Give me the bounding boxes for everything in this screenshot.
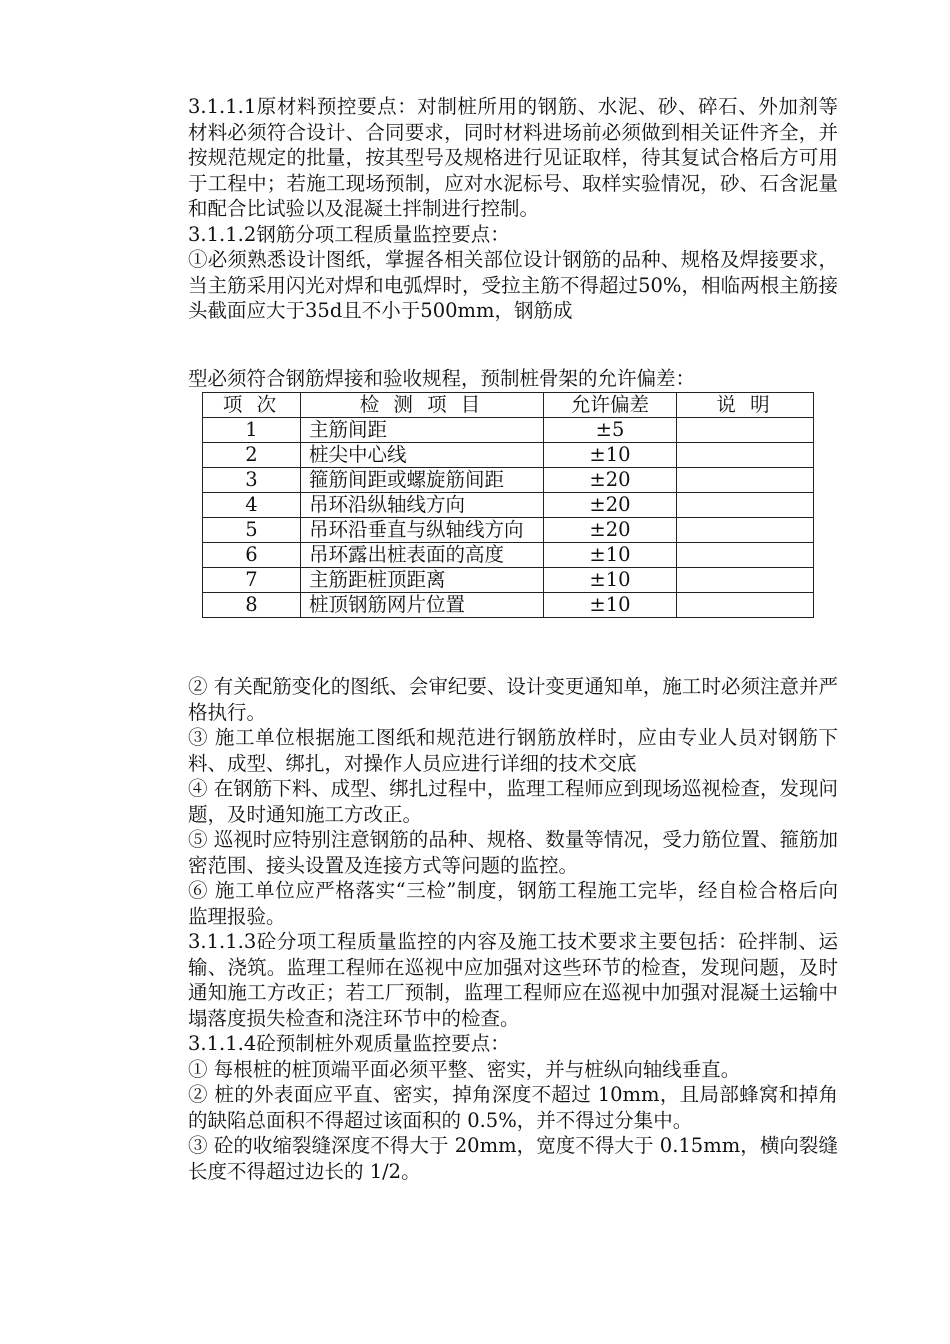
row-item: 主筋距桩顶距离 [301,568,544,593]
row-item: 箍筋间距或螺旋筋间距 [301,468,544,493]
table-row [203,443,814,468]
paragraph-rebar-point-5: ⑤ 巡视时应特别注意钢筋的品种、规格、数量等情况，受力筋位置、箍筋加密范围、接头设置及连接方式等问题的监控。 [188,828,838,877]
row-note [677,518,814,543]
row-tolerance: ±20 [544,493,677,518]
row-item: 桩尖中心线 [301,443,544,468]
row-tolerance: ±10 [544,443,677,468]
paragraph-pile-point-3: ③ 砼的收缩裂缝深度不得大于 20mm，宽度不得大于 0.15mm，横向裂缝长度不得超过边长的 1/2。 [188,1134,838,1183]
table-row [203,518,814,543]
section-raw-materials-and-rebar [188,94,838,324]
paragraph-raw-material-control: 3.1.1.1原材料预控要点：对制桩所用的钢筋、水泥、砂、碎石、外加剂等材料必须符合设计、合同要求，同时材料进场前必须做到相关证件齐全，并按规范规定的批量，按其型号及规格进行见证取样，待其复试合格后方可用于工程中；若施工现场预制，应对水泥标号、取样实验情况，砂、石含泥量和配合比试验以及混凝土拌制进行控制。 [188,95,838,220]
row-tolerance: ±10 [544,568,677,593]
table-row [203,418,814,443]
row-no: 8 [203,593,301,618]
row-tolerance: ±5 [544,418,677,443]
heading-precast-pile-appearance: 3.1.1.4砼预制桩外观质量监控要点： [188,1032,510,1055]
row-note [677,493,814,518]
row-note [677,568,814,593]
paragraph-rebar-point-3: ③ 施工单位根据施工图纸和规范进行钢筋放样时，应由专业人员对钢筋下料、成型、绑扎，对操作人员应进行详细的技术交底 [188,726,838,775]
row-tolerance: ±10 [544,543,677,568]
paragraph-rebar-point-4: ④ 在钢筋下料、成型、绑扎过程中，监理工程师应到现场巡视检查，发现问题，及时通知施工方改正。 [188,777,838,826]
row-item: 吊环沿纵轴线方向 [301,493,544,518]
paragraph-concrete-control: 3.1.1.3砼分项工程质量监控的内容及施工技术要求主要包括：砼拌制、运输、浇筑。监理工程师在巡视中应加强对这些环节的检查，发现问题，及时通知施工方改正；若工厂预制，监理工程师应在巡视中加强对混凝土运输中塌落度损失检查和浇注环节中的检查。 [188,930,838,1030]
paragraph-rebar-point-1: ①必须熟悉设计图纸，掌握各相关部位设计钢筋的品种、规格及焊接要求，当主筋采用闪光对焊和电弧焊时，受拉主筋不得超过50%，相临两根主筋接头截面应大于35d且不小于500mm，钢筋成 [188,248,838,322]
paragraph-pile-point-1: ① 每根桩的桩顶端平面必须平整、密实，并与桩纵向轴线垂直。 [188,1057,741,1081]
row-no: 4 [203,493,301,518]
header-no: 项 次 [203,393,301,418]
table-row [203,493,814,518]
row-tolerance: ±20 [544,468,677,493]
row-item: 主筋间距 [301,418,544,443]
table-row [203,543,814,568]
paragraph-pile-point-2: ② 桩的外表面应平直、密实，掉角深度不超过 10mm，且局部蜂窝和掉角的缺陷总面积不得超过该面积的 0.5%，并不得过分集中。 [188,1083,838,1132]
row-note [677,418,814,443]
row-item: 吊环沿垂直与纵轴线方向 [301,518,544,543]
row-no: 6 [203,543,301,568]
row-no: 5 [203,518,301,543]
row-note [677,443,814,468]
row-no: 7 [203,568,301,593]
header-item: 检 测 项 目 [301,393,544,418]
table-header-row [203,393,814,418]
row-no: 2 [203,443,301,468]
tolerance-table [202,392,814,618]
row-no: 1 [203,418,301,443]
row-note [677,468,814,493]
heading-rebar-quality: 3.1.1.2钢筋分项工程质量监控要点： [188,222,510,246]
row-item: 吊环露出桩表面的高度 [301,543,544,568]
row-tolerance: ±20 [544,518,677,543]
paragraph-rebar-point-6: ⑥ 施工单位应严格落实“三检”制度，钢筋工程施工完毕，经自检合格后向监理报验。 [188,879,838,928]
paragraph-table-intro: 型必须符合钢筋焊接和验收规程，预制桩骨架的允许偏差： [188,367,696,390]
header-note: 说 明 [677,393,814,418]
section-rebar-and-concrete [188,674,838,1184]
paragraph-rebar-point-2: ② 有关配筋变化的图纸、会审纪要、设计变更通知单，施工时必须注意并严格执行。 [188,675,838,724]
table-row [203,468,814,493]
row-tolerance: ±10 [544,593,677,618]
table-row [203,593,814,618]
header-tolerance: 允许偏差 [544,393,677,418]
table-row [203,568,814,593]
row-note [677,593,814,618]
row-note [677,543,814,568]
section-table-intro [188,366,838,392]
row-item: 桩顶钢筋网片位置 [301,593,544,618]
row-no: 3 [203,468,301,493]
